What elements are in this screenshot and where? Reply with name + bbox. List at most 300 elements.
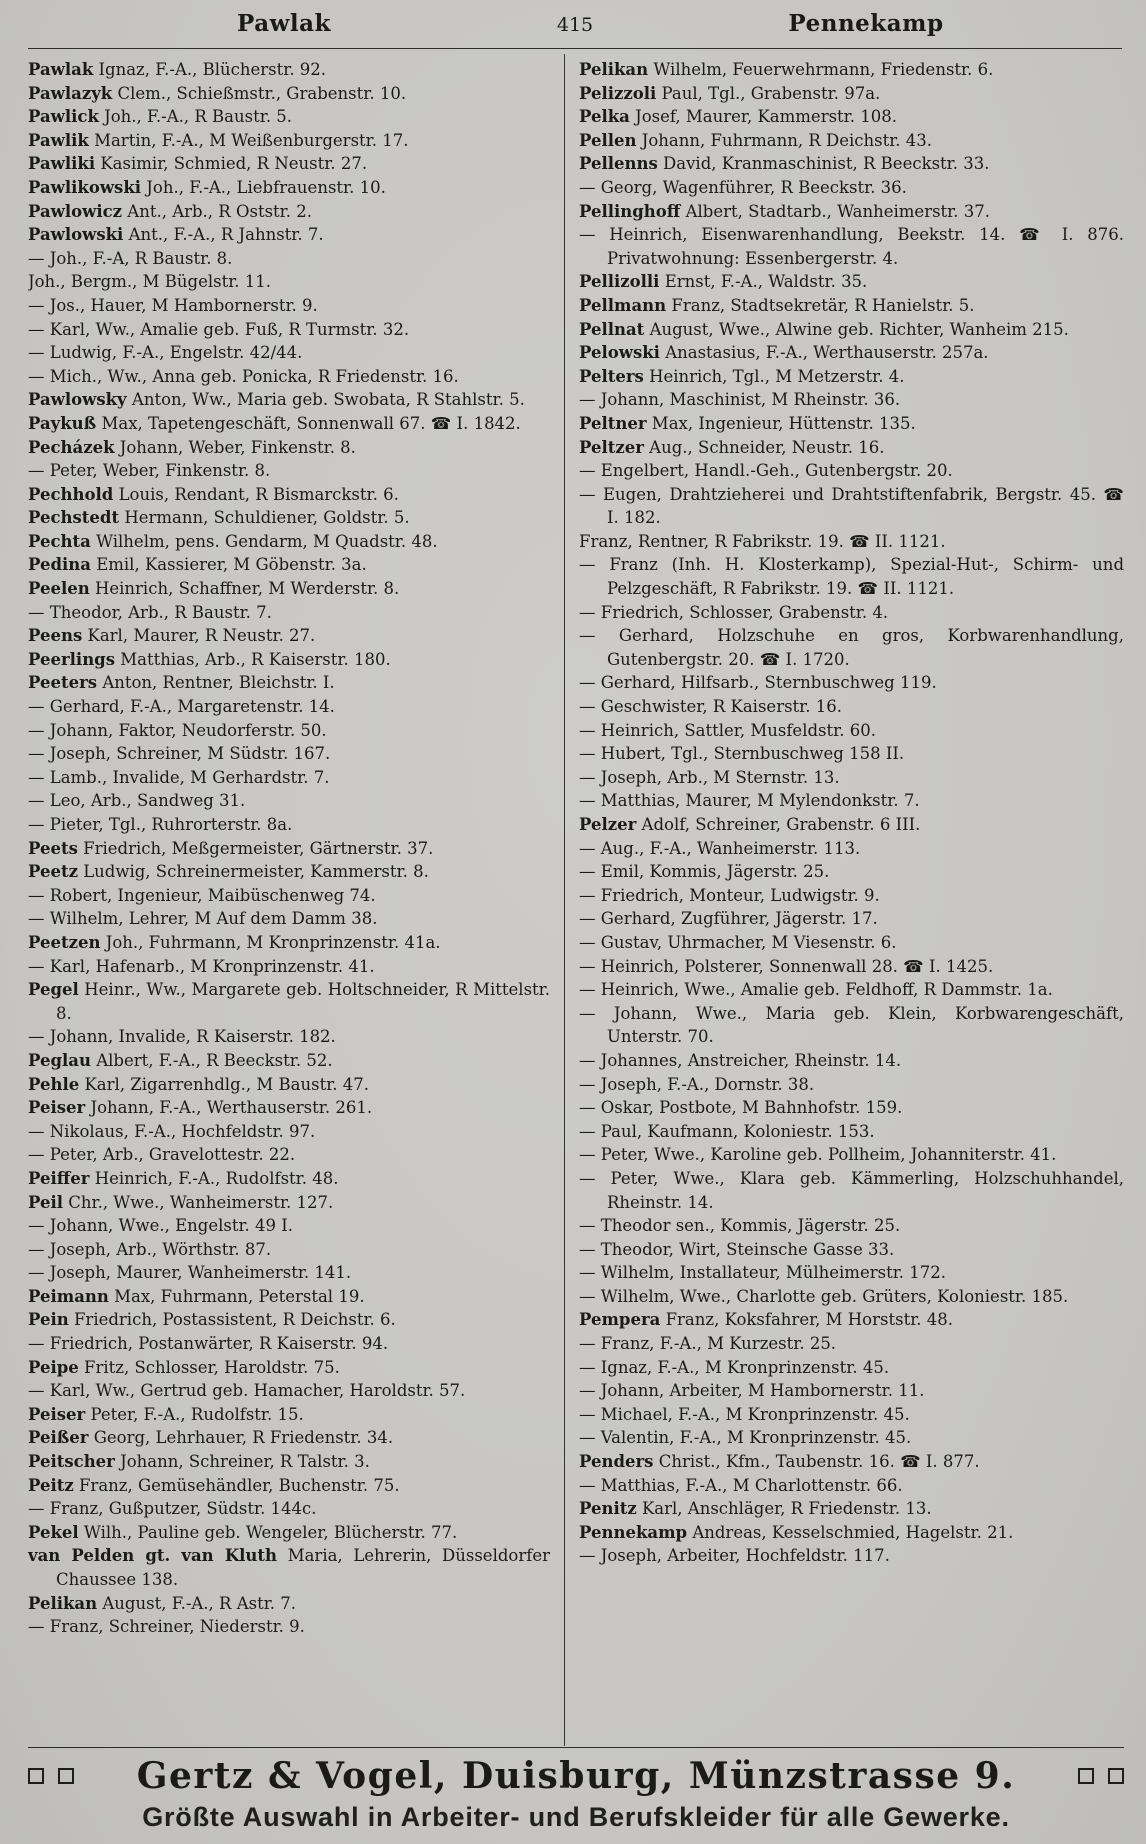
- entry-text: Johann, Fuhrmann, R Deichstr. 43.: [641, 130, 933, 150]
- directory-entry: [579, 388, 1124, 412]
- directory-column-right: [564, 54, 1124, 1746]
- entry-text: — Ignaz, F.-A., M Kronprinzenstr. 45.: [579, 1357, 890, 1377]
- entry-text: — Friedrich, Monteur, Ludwigstr. 9.: [579, 885, 880, 905]
- directory-entry: [28, 1450, 550, 1474]
- directory-entry: [28, 412, 550, 436]
- entry-surname: Pellinghoff: [579, 201, 681, 221]
- entry-text: Max, Ingenieur, Hüttenstr. 135.: [651, 413, 916, 433]
- entry-text: Joh., F.-A., Liebfrauenstr. 10.: [146, 177, 386, 197]
- directory-entry: [28, 931, 550, 955]
- directory-entry: [28, 1261, 550, 1285]
- directory-entry: [28, 1238, 550, 1262]
- entry-text: August, F.-A., R Astr. 7.: [102, 1593, 297, 1613]
- directory-entry: [579, 1497, 1124, 1521]
- entry-text: — Gerhard, Hilfsarb., Sternbuschweg 119.: [579, 673, 937, 693]
- entry-text: — Heinrich, Eisenwarenhandlung, Beekstr. 14. ☎ I. 876. Privatwohnung: Essenbergerstr. 4.: [579, 225, 1124, 268]
- entry-surname: Peipe: [28, 1357, 79, 1377]
- entry-text: Kasimir, Schmied, R Neustr. 27.: [100, 154, 368, 174]
- entry-text: Joh., Bergm., M Bügelstr. 11.: [28, 272, 272, 292]
- directory-entry: [579, 270, 1124, 294]
- entry-surname: Pelikan: [579, 60, 649, 79]
- directory-entry: [579, 176, 1124, 200]
- entry-text: — Nikolaus, F.-A., Hochfeldstr. 97.: [28, 1121, 316, 1141]
- entry-surname: Peerlings: [28, 649, 116, 669]
- entry-surname: Peiser: [28, 1098, 86, 1118]
- entry-surname: Peil: [28, 1192, 63, 1212]
- entry-surname: Pawlak: [28, 60, 94, 79]
- entry-text: — Gustav, Uhrmacher, M Viesenstr. 6.: [579, 932, 897, 952]
- entry-text: Maria, Lehrerin, Düsseldorfer Chaussee 138.: [56, 1546, 550, 1589]
- entry-text: — Michael, F.-A., M Kronprinzenstr. 45.: [579, 1404, 910, 1424]
- directory-entry: [28, 1073, 550, 1097]
- directory-entry: [579, 1474, 1124, 1498]
- entry-text: — Engelbert, Handl.-Geh., Gutenbergstr. 20.: [579, 461, 953, 481]
- entry-surname: Pawliki: [28, 154, 96, 174]
- directory-entry: [28, 601, 550, 625]
- entry-text: Josef, Maurer, Kammerstr. 108.: [635, 107, 897, 127]
- directory-entry: [579, 837, 1124, 861]
- entry-text: — Lamb., Invalide, M Gerhardstr. 7.: [28, 767, 330, 787]
- directory-entry: [28, 247, 550, 271]
- entry-text: Ludwig, Schreinermeister, Kammerstr. 8.: [83, 862, 429, 882]
- entry-text: — Karl, Ww., Amalie geb. Fuß, R Turmstr. 32.: [28, 319, 410, 339]
- entry-text: Johann, Schreiner, R Talstr. 3.: [120, 1452, 370, 1472]
- directory-entry: [579, 459, 1124, 483]
- entry-text: Anton, Ww., Maria geb. Swobata, R Stahlstr. 5.: [131, 390, 525, 410]
- directory-entry: [28, 1497, 550, 1521]
- directory-entry: [28, 1025, 550, 1049]
- directory-entry: [28, 719, 550, 743]
- header-rule: [28, 48, 1122, 49]
- directory-entry: [28, 1191, 550, 1215]
- directory-entry: [579, 1426, 1124, 1450]
- entry-text: Wilhelm, Feuerwehrmann, Friedenstr. 6.: [653, 60, 994, 79]
- entry-surname: Pennekamp: [579, 1522, 688, 1542]
- entry-surname: Pellen: [579, 130, 637, 150]
- directory-entry: [28, 813, 550, 837]
- entry-text: Heinr., Ww., Margarete geb. Holtschneider, R Mittelstr. 8.: [56, 980, 550, 1023]
- entry-text: — Heinrich, Wwe., Amalie geb. Feldhoff, R Dammstr. 1a.: [579, 980, 1053, 1000]
- entry-text: Karl, Maurer, R Neustr. 27.: [87, 626, 316, 646]
- entry-text: August, Wwe., Alwine geb. Richter, Wanheim 215.: [649, 319, 1069, 339]
- entry-surname: Pellmann: [579, 295, 667, 315]
- entry-text: — Peter, Wwe., Klara geb. Kämmerling, Holzschuhhandel, Rheinstr. 14.: [579, 1168, 1124, 1212]
- entry-text: Wilh., Pauline geb. Wengeler, Blücherstr. 77.: [83, 1522, 458, 1542]
- directory-entry: [579, 1450, 1124, 1474]
- entry-text: — Joseph, Maurer, Wanheimerstr. 141.: [28, 1263, 352, 1283]
- entry-text: Friedrich, Meßgermeister, Gärtnerstr. 37.: [83, 838, 434, 858]
- directory-entry: [28, 82, 550, 106]
- entry-text: — Ludwig, F.-A., Engelstr. 42/44.: [28, 343, 303, 363]
- entry-text: — Emil, Kommis, Jägerstr. 25.: [579, 862, 830, 882]
- entry-surname: Peeters: [28, 673, 98, 693]
- entry-text: Paul, Tgl., Grabenstr. 97a.: [661, 83, 881, 103]
- entry-text: — Paul, Kaufmann, Koloniestr. 153.: [579, 1121, 875, 1141]
- entry-surname: Peltzer: [579, 437, 644, 457]
- entry-text: — Valentin, F.-A., M Kronprinzenstr. 45.: [579, 1428, 912, 1448]
- entry-surname: Peglau: [28, 1050, 91, 1070]
- entry-text: Martin, F.-A., M Weißenburgerstr. 17.: [94, 130, 409, 150]
- entry-text: Christ., Kfm., Taubenstr. 16. ☎ I. 877.: [658, 1452, 980, 1472]
- directory-entry: [28, 1403, 550, 1427]
- entry-surname: Pellizolli: [579, 272, 660, 292]
- directory-entry: [579, 624, 1124, 671]
- directory-entry: [579, 742, 1124, 766]
- entry-surname: Pelka: [579, 107, 630, 127]
- running-head-left: Pawlak: [237, 10, 331, 37]
- entry-text: — Heinrich, Sattler, Musfeldstr. 60.: [579, 720, 876, 740]
- directory-entry: [28, 1167, 550, 1191]
- directory-entry: [579, 553, 1124, 600]
- directory-entry: [579, 1261, 1124, 1285]
- entry-surname: Pawlowsky: [28, 390, 127, 410]
- entry-surname: Pein: [28, 1310, 69, 1330]
- directory-entry: [579, 1049, 1124, 1073]
- entry-text: Anastasius, F.-A., Werthauserstr. 257a.: [665, 343, 989, 363]
- entry-text: Max, Fuhrmann, Peterstal 19.: [114, 1286, 365, 1306]
- directory-entry: [579, 412, 1124, 436]
- entry-text: Clem., Schießmstr., Grabenstr. 10.: [117, 83, 407, 103]
- directory-entry: [579, 129, 1124, 153]
- entry-text: — Johannes, Anstreicher, Rheinstr. 14.: [579, 1050, 902, 1070]
- entry-surname: Peetz: [28, 862, 78, 882]
- directory-column-left: [28, 54, 564, 1746]
- entry-surname: Pelters: [579, 366, 644, 386]
- directory-entry: [28, 907, 550, 931]
- directory-entry: [28, 318, 550, 342]
- entry-text: Wilhelm, pens. Gendarm, M Quadstr. 48.: [96, 531, 438, 551]
- entry-surname: Penitz: [579, 1499, 637, 1519]
- directory-entry: [579, 105, 1124, 129]
- directory-entry: [28, 577, 550, 601]
- entry-text: Franz, Rentner, R Fabrikstr. 19. ☎ II. 1121.: [579, 531, 946, 551]
- directory-entry: [28, 1308, 550, 1332]
- entry-text: Ant., Arb., R Oststr. 2.: [127, 201, 312, 221]
- entry-text: — Wilhelm, Lehrer, M Auf dem Damm 38.: [28, 909, 378, 929]
- entry-text: Hermann, Schuldiener, Goldstr. 5.: [124, 508, 410, 528]
- directory-entry: [579, 1143, 1124, 1167]
- ad-square-icon: [28, 1768, 44, 1784]
- entry-text: Johann, F.-A., Werthauserstr. 261.: [90, 1098, 373, 1118]
- ad-square-icon: [58, 1768, 74, 1784]
- directory-entry: [579, 955, 1124, 979]
- directory-entry: [28, 1615, 550, 1639]
- entry-surname: Pawlowski: [28, 225, 124, 245]
- entry-text: Franz, Stadtsekretär, R Hanielstr. 5.: [671, 295, 975, 315]
- directory-entry: [579, 1544, 1124, 1568]
- entry-surname: Peitscher: [28, 1452, 115, 1472]
- entry-surname: Pelowski: [579, 343, 660, 363]
- directory-entry: [28, 1379, 550, 1403]
- directory-entry: [28, 624, 550, 648]
- entry-text: — Joh., F.-A, R Baustr. 8.: [28, 248, 233, 268]
- entry-text: — Gerhard, F.-A., Margaretenstr. 14.: [28, 697, 335, 717]
- directory-body: [28, 54, 1124, 1746]
- directory-entry: [28, 530, 550, 554]
- directory-entry: [28, 648, 550, 672]
- directory-entry: [579, 813, 1124, 837]
- entry-text: — Joseph, Arb., M Sternstr. 13.: [579, 767, 840, 787]
- entry-text: — Peter, Arb., Gravelottestr. 22.: [28, 1145, 296, 1165]
- directory-entry: [579, 1308, 1124, 1332]
- entry-surname: Peiser: [28, 1404, 86, 1424]
- directory-entry: [579, 436, 1124, 460]
- entry-text: — Theodor sen., Kommis, Jägerstr. 25.: [579, 1216, 901, 1236]
- entry-text: — Jos., Hauer, M Hambornerstr. 9.: [28, 295, 318, 315]
- entry-text: — Wilhelm, Installateur, Mülheimerstr. 172.: [579, 1263, 946, 1283]
- entry-text: — Gerhard, Zugführer, Jägerstr. 17.: [579, 909, 878, 929]
- directory-entry: [28, 1285, 550, 1309]
- directory-entry: [28, 176, 550, 200]
- directory-entry: [579, 1073, 1124, 1097]
- entry-text: Johann, Weber, Finkenstr. 8.: [119, 437, 356, 457]
- entry-text: — Johann, Faktor, Neudorferstr. 50.: [28, 720, 327, 740]
- directory-entry: [28, 884, 550, 908]
- directory-entry: [579, 978, 1124, 1002]
- directory-entry: [28, 459, 550, 483]
- directory-entry: [579, 601, 1124, 625]
- ad-squares-right: [1078, 1768, 1124, 1784]
- entry-text: — Joseph, Arb., Wörthstr. 87.: [28, 1239, 272, 1259]
- entry-text: — Joseph, Schreiner, M Südstr. 167.: [28, 744, 331, 764]
- entry-surname: Pelikan: [28, 1593, 98, 1613]
- directory-entry: [28, 365, 550, 389]
- directory-entry: [28, 341, 550, 365]
- entry-text: — Oskar, Postbote, M Bahnhofstr. 159.: [579, 1098, 903, 1118]
- ad-publisher-text: Gertz & Vogel, Duisburg, Münzstrasse 9.: [136, 1755, 1016, 1797]
- entry-text: Ant., F.-A., R Jahnstr. 7.: [128, 225, 324, 245]
- directory-entry: [579, 365, 1124, 389]
- directory-entry: [28, 200, 550, 224]
- directory-entry: [28, 766, 550, 790]
- entry-text: Adolf, Schreiner, Grabenstr. 6 III.: [641, 815, 921, 834]
- directory-entry: [579, 907, 1124, 931]
- directory-entry: [579, 671, 1124, 695]
- directory-entry: [579, 341, 1124, 365]
- directory-entry: [579, 530, 1124, 554]
- entry-text: Andreas, Kesselschmied, Hagelstr. 21.: [692, 1522, 1014, 1542]
- directory-entry: [579, 1120, 1124, 1144]
- page-number: 415: [556, 14, 594, 36]
- directory-entry: [28, 837, 550, 861]
- entry-text: Aug., Schneider, Neustr. 16.: [649, 437, 885, 457]
- entry-text: Georg, Lehrhauer, R Friedenstr. 34.: [93, 1428, 394, 1448]
- entry-surname: Pawlik: [28, 130, 89, 150]
- directory-entry: [28, 1474, 550, 1498]
- entry-text: — Peter, Weber, Finkenstr. 8.: [28, 461, 271, 481]
- directory-entry: [579, 1285, 1124, 1309]
- page-header: [28, 10, 1122, 46]
- directory-entry: [28, 388, 550, 412]
- entry-surname: Peiffer: [28, 1168, 90, 1188]
- entry-surname: Paykuß: [28, 413, 97, 433]
- entry-text: — Franz, F.-A., M Kurzestr. 25.: [579, 1334, 837, 1354]
- entry-text: — Georg, Wagenführer, R Beeckstr. 36.: [579, 177, 907, 197]
- entry-text: — Eugen, Drahtzieherei und Drahtstiftenfabrik, Bergstr. 45. ☎ I. 182.: [579, 484, 1124, 528]
- directory-entry: [579, 1096, 1124, 1120]
- entry-text: — Matthias, Maurer, M Mylendonkstr. 7.: [579, 791, 920, 811]
- ad-square-icon: [1078, 1768, 1094, 1784]
- entry-text: Heinrich, Schaffner, M Werderstr. 8.: [94, 579, 400, 599]
- directory-entry: [579, 1002, 1124, 1049]
- entry-text: — Matthias, F.-A., M Charlottenstr. 66.: [579, 1475, 903, 1495]
- directory-entry: [579, 1214, 1124, 1238]
- entry-text: Ernst, F.-A., Waldstr. 35.: [664, 272, 868, 292]
- directory-entry: [28, 1426, 550, 1450]
- entry-text: — Theodor, Arb., R Baustr. 7.: [28, 602, 272, 622]
- directory-entry: [28, 1143, 550, 1167]
- directory-entry: [28, 1120, 550, 1144]
- directory-entry: [28, 978, 550, 1025]
- entry-surname: Pellenns: [579, 154, 658, 174]
- entry-text: — Johann, Arbeiter, M Hambornerstr. 11.: [579, 1381, 925, 1401]
- entry-text: — Heinrich, Polsterer, Sonnenwall 28. ☎ I. 1425.: [579, 956, 994, 976]
- entry-text: Heinrich, F.-A., Rudolfstr. 48.: [94, 1168, 339, 1188]
- ad-slogan-text: Größte Auswahl in Arbeiter- und Berufskleider für alle Gewerke.: [142, 1802, 1010, 1832]
- entry-text: Heinrich, Tgl., M Metzerstr. 4.: [649, 366, 905, 386]
- entry-text: — Wilhelm, Wwe., Charlotte geb. Grüters, Koloniestr. 185.: [579, 1286, 1069, 1306]
- entry-surname: Pelzer: [579, 815, 637, 834]
- running-head-right: Pennekamp: [788, 10, 944, 37]
- entry-text: — Johann, Maschinist, M Rheinstr. 36.: [579, 390, 901, 410]
- entry-surname: Penders: [579, 1452, 654, 1472]
- entry-text: — Geschwister, R Kaiserstr. 16.: [579, 697, 842, 717]
- entry-text: Friedrich, Postassistent, R Deichstr. 6.: [73, 1310, 396, 1330]
- ad-squares-left: [28, 1768, 74, 1784]
- entry-text: — Pieter, Tgl., Ruhrorterstr. 8a.: [28, 815, 293, 834]
- directory-entry: [28, 129, 550, 153]
- directory-entry: [28, 553, 550, 577]
- entry-text: — Peter, Wwe., Karoline geb. Pollheim, Johanniterstr. 41.: [579, 1145, 1057, 1165]
- entry-text: Albert, Stadtarb., Wanheimerstr. 37.: [685, 201, 990, 221]
- entry-text: Max, Tapetengeschäft, Sonnenwall 67. ☎ I. 1842.: [101, 413, 521, 433]
- directory-entry: [28, 1214, 550, 1238]
- directory-entry: [579, 318, 1124, 342]
- directory-entry: [28, 695, 550, 719]
- directory-entry: [28, 742, 550, 766]
- entry-text: David, Kranmaschinist, R Beeckstr. 33.: [663, 154, 990, 174]
- directory-entry: [28, 1049, 550, 1073]
- entry-surname: Peitz: [28, 1475, 74, 1495]
- directory-entry: [28, 955, 550, 979]
- directory-entry: [579, 789, 1124, 813]
- entry-surname: Pawlazyk: [28, 83, 113, 103]
- entry-surname: Peetzen: [28, 932, 101, 952]
- directory-entry: [28, 789, 550, 813]
- entry-text: Karl, Anschläger, R Friedenstr. 13.: [641, 1499, 932, 1519]
- directory-entry: [28, 152, 550, 176]
- entry-surname: Pechstedt: [28, 508, 120, 528]
- entry-surname: Pellnat: [579, 319, 645, 339]
- entry-text: Emil, Kassierer, M Göbenstr. 3a.: [96, 555, 367, 575]
- directory-entry: [579, 1332, 1124, 1356]
- entry-surname: Pecházek: [28, 437, 115, 457]
- entry-text: — Karl, Ww., Gertrud geb. Hamacher, Haroldstr. 57.: [28, 1381, 466, 1401]
- entry-surname: Peets: [28, 838, 78, 858]
- directory-entry: [579, 719, 1124, 743]
- directory-entry: [579, 931, 1124, 955]
- entry-text: Fritz, Schlosser, Haroldstr. 75.: [84, 1357, 340, 1377]
- directory-entry: [28, 671, 550, 695]
- entry-text: — Franz (Inh. H. Klosterkamp), Spezial-Hut-, Schirm- und Pelzgeschäft, R Fabrikstr. 19. ☎ II. 1121.: [579, 555, 1124, 599]
- entry-surname: Peelen: [28, 579, 90, 599]
- directory-entry: [28, 1544, 550, 1591]
- directory-entry: [28, 506, 550, 530]
- entry-surname: Pempera: [579, 1310, 661, 1330]
- directory-entry: [28, 436, 550, 460]
- entry-text: — Friedrich, Postanwärter, R Kaiserstr. 94.: [28, 1334, 389, 1354]
- entry-text: Chr., Wwe., Wanheimerstr. 127.: [68, 1192, 334, 1212]
- entry-text: — Franz, Schreiner, Niederstr. 9.: [28, 1617, 305, 1637]
- entry-text: — Joseph, F.-A., Dornstr. 38.: [579, 1074, 815, 1094]
- entry-surname: Pechhold: [28, 484, 114, 504]
- directory-entry: [28, 58, 550, 82]
- entry-text: Ignaz, F.-A., Blücherstr. 92.: [98, 60, 327, 79]
- directory-entry: [579, 294, 1124, 318]
- directory-entry: [28, 270, 550, 294]
- entry-text: Karl, Zigarrenhdlg., M Baustr. 47.: [84, 1074, 370, 1094]
- entry-text: — Aug., F.-A., Wanheimerstr. 113.: [579, 838, 861, 858]
- ad-square-icon: [1108, 1768, 1124, 1784]
- directory-entry: [579, 152, 1124, 176]
- entry-surname: Pelizzoli: [579, 83, 657, 103]
- entry-surname: Peltner: [579, 413, 647, 433]
- entry-surname: Peimann: [28, 1286, 109, 1306]
- entry-surname: Pechta: [28, 531, 91, 551]
- entry-text: Franz, Gemüsehändler, Buchenstr. 75.: [78, 1475, 400, 1495]
- entry-text: — Hubert, Tgl., Sternbuschweg 158 II.: [579, 744, 905, 764]
- entry-text: — Karl, Hafenarb., M Kronprinzenstr. 41.: [28, 956, 375, 976]
- directory-entry: [579, 695, 1124, 719]
- directory-entry: [28, 483, 550, 507]
- directory-entry: [579, 1379, 1124, 1403]
- directory-entry: [579, 1403, 1124, 1427]
- directory-entry: [579, 58, 1124, 82]
- directory-entry: [28, 1521, 550, 1545]
- directory-entry: [28, 294, 550, 318]
- entry-text: Joh., Fuhrmann, M Kronprinzenstr. 41a.: [105, 932, 441, 952]
- directory-entry: [579, 1356, 1124, 1380]
- entry-surname: Peißer: [28, 1428, 89, 1448]
- footer-rule: [28, 1747, 1124, 1748]
- entry-surname: van Pelden gt. van Kluth: [28, 1546, 278, 1566]
- entry-surname: Pawlick: [28, 107, 99, 127]
- entry-text: — Johann, Wwe., Engelstr. 49 I.: [28, 1216, 294, 1236]
- entry-text: — Johann, Invalide, R Kaiserstr. 182.: [28, 1027, 336, 1047]
- entry-surname: Pehle: [28, 1074, 80, 1094]
- entry-text: — Mich., Ww., Anna geb. Ponicka, R Friedenstr. 16.: [28, 366, 459, 386]
- entry-text: — Franz, Gußputzer, Südstr. 144c.: [28, 1499, 317, 1519]
- directory-entry: [28, 860, 550, 884]
- directory-entry: [579, 1238, 1124, 1262]
- entry-text: Peter, F.-A., Rudolfstr. 15.: [90, 1404, 304, 1424]
- entry-text: — Joseph, Arbeiter, Hochfeldstr. 117.: [579, 1546, 890, 1566]
- directory-entry: [28, 1332, 550, 1356]
- entry-text: Albert, F.-A., R Beeckstr. 52.: [96, 1050, 333, 1070]
- directory-entry: [579, 860, 1124, 884]
- directory-entry: [579, 223, 1124, 270]
- entry-text: Louis, Rendant, R Bismarckstr. 6.: [118, 484, 399, 504]
- entry-surname: Pegel: [28, 980, 79, 1000]
- entry-surname: Peens: [28, 626, 83, 646]
- directory-entry: [28, 1592, 550, 1616]
- entry-text: — Gerhard, Holzschuhe en gros, Korbwarenhandlung, Gutenbergstr. 20. ☎ I. 1720.: [579, 626, 1124, 669]
- directory-entry: [28, 1096, 550, 1120]
- entry-text: — Johann, Wwe., Maria geb. Klein, Korbwarengeschäft, Unterstr. 70.: [579, 1003, 1124, 1047]
- entry-text: — Leo, Arb., Sandweg 31.: [28, 791, 246, 811]
- entry-text: Franz, Koksfahrer, M Horststr. 48.: [665, 1310, 953, 1330]
- directory-entry: [28, 1356, 550, 1380]
